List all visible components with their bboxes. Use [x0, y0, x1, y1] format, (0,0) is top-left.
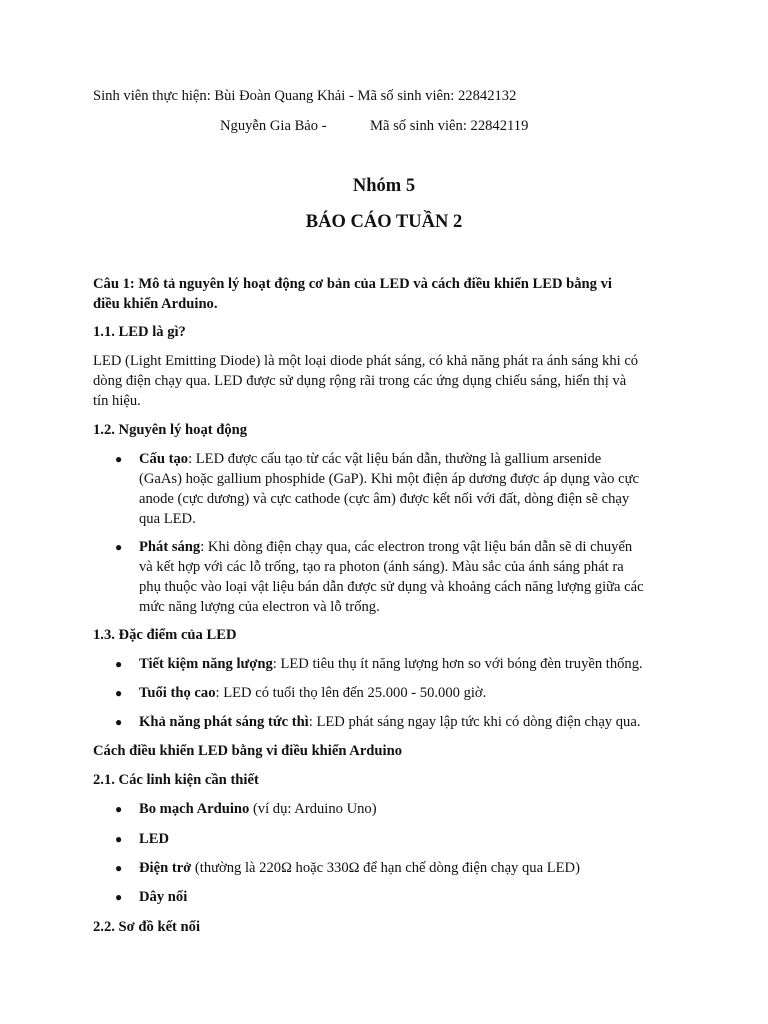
bullet-icon: ● [115, 861, 123, 875]
bullet-icon: ● [115, 452, 123, 466]
section-1-1-para-line-1: LED (Light Emitting Diode) là một loại diode phát sáng, có khả năng phát ra ánh sáng khi có [93, 353, 639, 369]
bullet-icon: ● [115, 832, 123, 846]
student-line-2 [220, 116, 529, 136]
section-2-2-heading: 2.2. Sơ đồ kết nối [93, 919, 201, 935]
term-structure: Cấu tạo [139, 451, 189, 467]
section-1-1-para-line-3: tín hiệu. [93, 393, 141, 409]
section-1-3-heading: 1.3. Đặc điểm của LED [93, 627, 237, 643]
student-2-id: Mã số sinh viên: 22842119 [370, 118, 529, 134]
section-2-1-heading: 2.1. Các linh kiện cần thiết [93, 772, 259, 788]
section-1-1-heading: 1.1. LED là gì? [93, 324, 186, 340]
section-2-heading: Cách điều khiển LED bằng vi điều khiển Arduino [93, 743, 403, 759]
question-1-line-1: Câu 1: Mô tả nguyên lý hoạt động cơ bản của LED và cách điều khiển LED bằng vi [93, 276, 612, 292]
section-1-1-para-line-2: dòng điện chạy qua. LED được sử dụng rộng rãi trong các ứng dụng chiếu sáng, hiển thị và [93, 373, 627, 389]
student-2-name: Nguyễn Gia Bảo - [220, 118, 327, 134]
bullet-icon: ● [115, 686, 123, 700]
bullet-icon: ● [115, 715, 123, 729]
term-emission: Phát sáng [139, 539, 201, 555]
section-1-2-heading: 1.2. Nguyên lý hoạt động [93, 422, 248, 438]
document-page: Sinh viên thực hiện: Bùi Đoàn Quang Khải - Mã số sinh viên: 22842132 Nguyễn Gia Bảo - Mã số sinh viên: 22842119 Nhóm 5 BÁO CÁO TUẦN 2 Câu 1: Mô tả nguyên lý hoạt động cơ bản của LED và cách điều khiển LED bằng vi điều khiển Arduino. 1.1. LED là gì? LED (Light Emitting Diode) là một loại diode phát sáng, có khả năng phát ra ánh sáng khi có dòng điện chạy qua. LED được sử dụng rộng rãi trong các ứng dụng chiếu sáng, hiển thị và tín hiệu. 1.2. Nguyên lý hoạt động ● Cấu tạo: LED được cấu tạo từ các vật liệu bán dẫn, thường là gallium arsenide (GaAs) hoặc gallium phosphide (GaP). Khi một điện áp dương được áp dụng vào cực anode (cực dương) và cực cathode (cực âm) được kết nối với đất, dòng điện sẽ chạy qua LED. ● Phát sáng: Khi dòng điện chạy qua, các electron trong vật liệu bán dẫn sẽ di chuyển và kết hợp với các lỗ trống, tạo ra photon (ánh sáng). Màu sắc của ánh sáng phát ra phụ thuộc vào loại vật liệu bán dẫn được sử dụng và khoảng cách năng lượng giữa các mức năng lượng của electron và lỗ trống. 1.3. Đặc điểm của LED ● Tiết kiệm năng lượng: LED tiêu thụ ít năng lượng hơn so với bóng đèn truyền thống. ● Tuổi thọ cao: LED có tuổi thọ lên đến 25.000 - 50.000 giờ. ● Khả năng phát sáng tức thì: LED phát sáng ngay lập tức khi có dòng điện chạy qua. Cách điều khiển LED bằng vi điều khiển Arduino 2.1. Các linh kiện cần thiết ● Bo mạch Arduino (ví dụ: Arduino Uno) ● LED ● Điện trở (thường là 220Ω hoặc 330Ω để hạn chế dòng điện chạy qua LED) ● Dây nối 2.2. Sơ đồ kết nối [0, 0, 768, 1024]
report-title: BÁO CÁO TUẦN 2 [305, 212, 463, 232]
bullet-icon: ● [115, 802, 123, 816]
question-1-line-2: điều khiển Arduino. [93, 296, 218, 312]
bullet-icon: ● [115, 540, 123, 554]
group-title: Nhóm 5 [352, 176, 416, 196]
bullet-icon: ● [115, 657, 123, 671]
student-line-1: Sinh viên thực hiện: Bùi Đoàn Quang Khải - Mã số sinh viên: 22842132 [93, 88, 517, 104]
bullet-icon: ● [115, 890, 123, 904]
